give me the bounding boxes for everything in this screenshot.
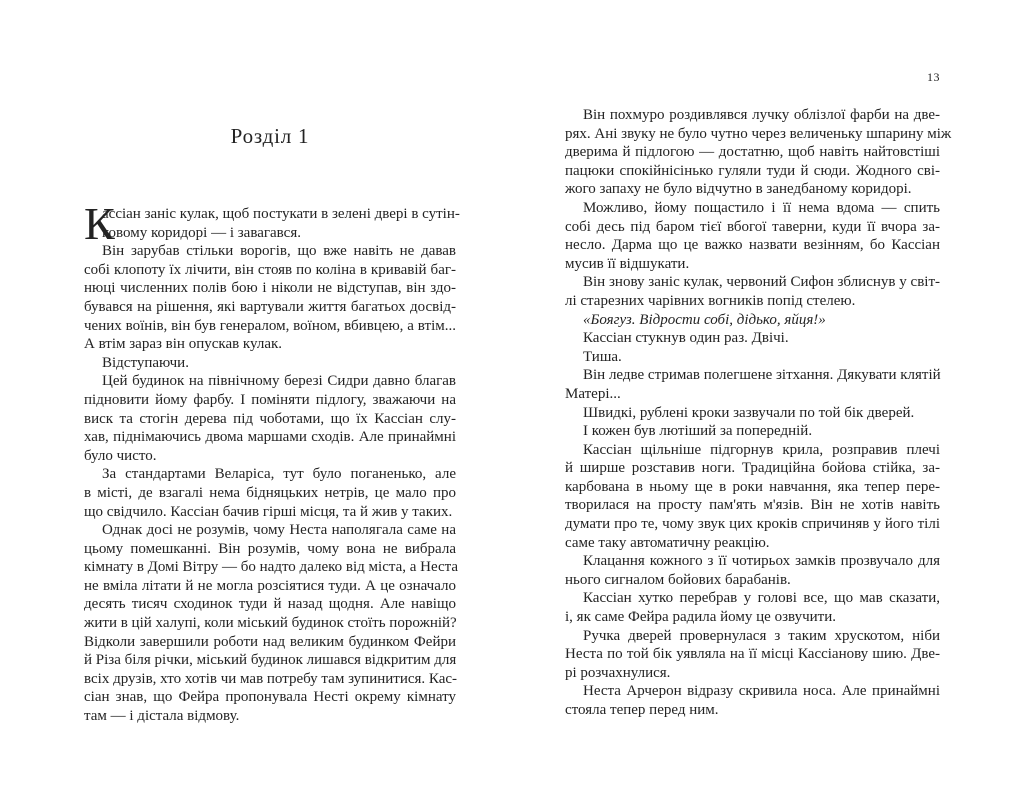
text-line: Він знову заніс кулак, червоний Сифон зблиснув у світ- bbox=[583, 274, 940, 291]
text-line: Клацання кожного з її чотирьох замків прозвучало для bbox=[583, 553, 940, 570]
text-line: Неста по той бік уявляла на її місці Кассіанову шию. Две- bbox=[565, 646, 940, 663]
text-line: Кассіан стукнув один раз. Двічі. bbox=[583, 330, 789, 347]
text-line: всіх друзів, хто хотів чи мав потребу там зупинитися. Кас- bbox=[84, 670, 458, 687]
text-line: Він зарубав стільки ворогів, що вже навіть не давав bbox=[102, 243, 456, 260]
text-line: нюці численних полів бою і ніколи не відступав, він здо- bbox=[84, 280, 456, 297]
text-line: І кожен був лютіший за попередній. bbox=[583, 423, 813, 440]
text-line: Тиша. bbox=[583, 348, 622, 365]
text-line: ковому коридорі — і завагався. bbox=[102, 224, 301, 241]
text-line: карбована в ньому ще в роки навчання, яка тепер пере- bbox=[565, 478, 940, 495]
text-line: рях. Ані звуку не було чутно через величеньку шпарину між bbox=[565, 125, 952, 142]
text-line: собі десь під баром тієї вбогої таверни, куди її вчора за- bbox=[565, 218, 940, 235]
text-line: жити в цій халупі, коли міський будинок стоїть порожній? bbox=[84, 615, 457, 632]
text-line: «Боягуз. Відрости собі, дідько, яйця!» bbox=[583, 311, 826, 328]
text-line: мусив її відшукати. bbox=[565, 255, 690, 272]
text-line: і, як саме Фейра радила йому це озвучити. bbox=[565, 609, 836, 626]
text-line: лі старезних чарівних вогників попід стелею. bbox=[565, 292, 856, 309]
text-line: кімнату в Домі Вітру — бо надто далеко від міста, а Неста bbox=[84, 559, 459, 576]
text-line: там — і дістала відмову. bbox=[84, 708, 240, 725]
text-line: несло. Дарма що це важко назвати везінням, бо Кассіан bbox=[565, 237, 940, 254]
text-line: Неста Арчерон відразу скривила носа. Але принаймні bbox=[583, 683, 940, 700]
text-line: не вміла літати й не могла розсіятися туди. А це означало bbox=[84, 577, 456, 594]
text-line: Відколи завершили роботи над великим будинком Фейри bbox=[84, 633, 456, 650]
page-number: 13 bbox=[927, 70, 940, 84]
text-line: творилася на просту пам'ять м'язів. Він не хотів навіть bbox=[565, 497, 940, 514]
text-line: Відступаючи. bbox=[102, 354, 189, 371]
text-line: сіан знав, що Фейра пропонувала Несті окрему кімнату bbox=[84, 689, 456, 706]
opening-paragraph bbox=[84, 198, 460, 249]
text-line: Кассіан хутко перебрав у голові все, що мав сказати, bbox=[583, 590, 940, 607]
text-line: За стандартами Веларіса, тут було поганенько, але bbox=[102, 466, 456, 483]
text-line: саме таку автоматичну реакцію. bbox=[565, 534, 770, 551]
left-page-text bbox=[84, 198, 460, 726]
text-line: рі розчахнулися. bbox=[565, 664, 671, 681]
chapter-title: Розділ 1 bbox=[230, 124, 310, 148]
text-line: Цей будинок на північному березі Сидри давно благав bbox=[102, 373, 456, 390]
text-line: що свідчило. Кассіан бачив гірші місця, та й жив у таких. bbox=[84, 503, 453, 520]
text-line: Він ледве стримав полегшене зітхання. Дякувати клятій bbox=[583, 367, 941, 384]
text-line: було чисто. bbox=[84, 447, 157, 464]
text-line: Швидкі, рублені кроки зазвучали по той бік дверей. bbox=[583, 404, 915, 421]
text-line: Він похмуро роздивлявся лучку облізлої фарби на две- bbox=[583, 107, 940, 123]
text-line: ассіан заніс кулак, щоб постукати в зелені двері в сутін- bbox=[102, 206, 460, 222]
text-line: дверима й підлогою — достатню, щоб навіть найтовстіші bbox=[565, 144, 940, 161]
text-line: думати про те, чому звук цих кроків спричиняв у його тілі bbox=[565, 516, 940, 533]
text-line: бувався на рішення, які вартували життя багатьох досвід- bbox=[84, 298, 456, 315]
text-line: жого запаху не було відчутно в занедбаному коридорі. bbox=[565, 181, 912, 198]
right-page-text bbox=[565, 106, 952, 720]
text-line: А втім зараз він опускав кулак. bbox=[84, 336, 283, 353]
text-line: в місті, де взагалі нема бідняцьких нетрів, це мало про bbox=[84, 484, 456, 501]
text-line: нього сигналом бойових барабанів. bbox=[565, 571, 791, 588]
text-line: підновити йому фарбу. І поміняти підлогу, зважаючи на bbox=[84, 391, 456, 408]
text-line: Однак досі не розумів, чому Неста наполягала саме на bbox=[102, 522, 456, 539]
text-line: Можливо, йому пощастило і її нема вдома — спить bbox=[583, 199, 940, 216]
text-line: пацюки спокійнісінько гуляли туди й сюди. Жодного сві- bbox=[565, 162, 940, 179]
text-line: Матері... bbox=[565, 385, 621, 402]
text-line: Кассіан щільніше підгорнув крила, розправив плечі bbox=[583, 441, 940, 458]
text-line: й Різа біля річки, міський будинок лишався відкритим для bbox=[84, 652, 457, 669]
text-line: цьому помешканні. Він розумів, чому вона не вибрала bbox=[84, 540, 456, 557]
drop-cap: К bbox=[84, 198, 115, 249]
text-line: собі клопоту їх лічити, він стояв по коліна в кривавій баг- bbox=[84, 261, 456, 278]
text-line: чених воїнів, він був генералом, воїном, вбивцею, а втім... bbox=[84, 317, 456, 334]
right-page bbox=[565, 0, 952, 802]
text-line: стояла тепер перед ним. bbox=[565, 702, 719, 718]
text-line: й ширше розставив ноги. Традиційна бойова стійка, за- bbox=[565, 460, 940, 477]
text-line: хав, піднімаючись двома маршами сходів. Але принаймні bbox=[84, 429, 456, 446]
text-line: виск та стогін дерева під чоботами, що їх Кассіан слу- bbox=[84, 410, 456, 427]
left-page bbox=[84, 0, 460, 802]
text-line: Ручка дверей провернулася з таким хрускотом, ніби bbox=[583, 627, 940, 644]
text-line: десять тисяч сходинок туди й назад щодня. Але навіщо bbox=[84, 596, 456, 613]
